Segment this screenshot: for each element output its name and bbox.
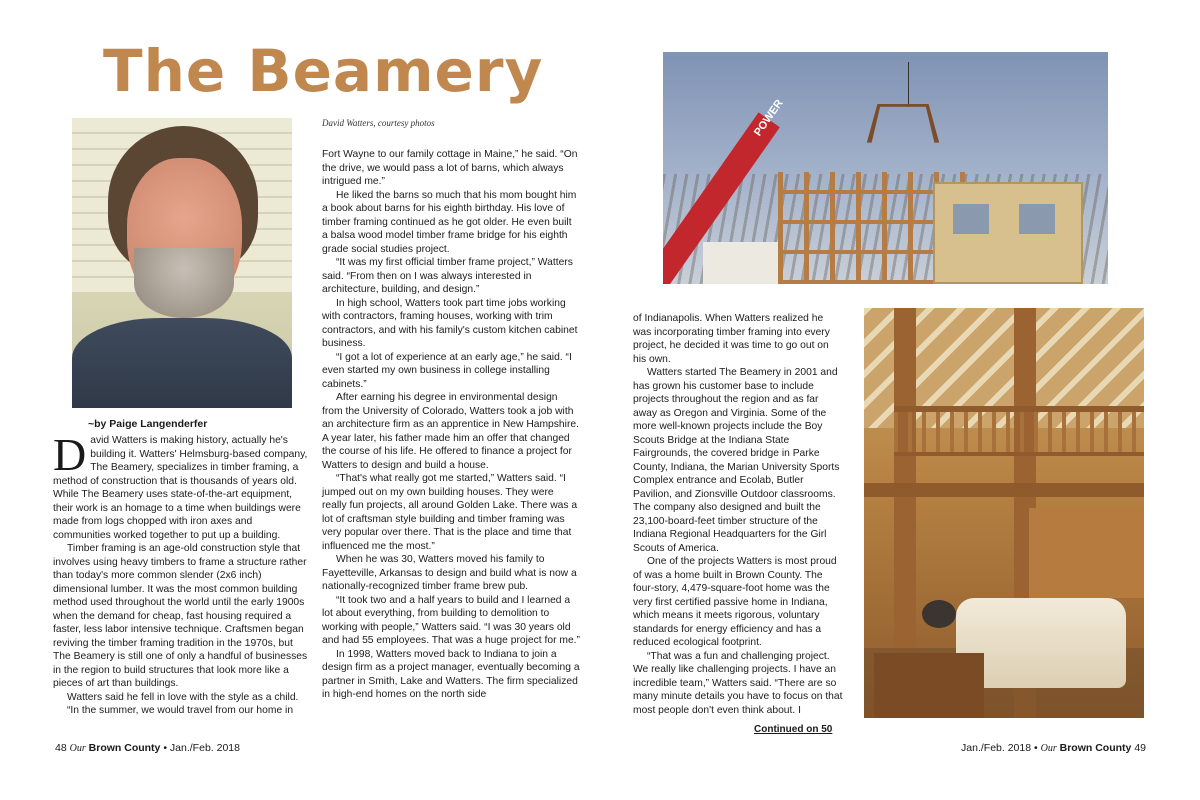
issue-date: • Jan./Feb. 2018 xyxy=(163,742,240,754)
column-2-body xyxy=(322,148,580,702)
photo-credit: David Watters, courtesy photos xyxy=(322,118,435,128)
footer-left xyxy=(55,742,240,754)
tower-window xyxy=(1019,204,1055,234)
article-paragraph: After earning his degree in environmental design from the University of Colorado, Watters took a job with an architecture firm as an apprentice in New Hampshire. A year later, his father made him an offer that changed the course of his life. He offered to finance a project for Watters to design and build a house. xyxy=(322,392,579,471)
article-paragraph: He liked the barns so much that his mom bought him a book about barns for his eighth birthday. His love of timber framing continued as he got older. He even built a balsa wood model timber frame bridge for his eighth grade social studies project. xyxy=(322,189,577,255)
crane-cable xyxy=(908,62,909,107)
drop-cap: D xyxy=(53,429,87,480)
continued-link[interactable]: Continued on 50 xyxy=(754,724,833,735)
byline: ~by Paige Langenderfer xyxy=(88,418,208,430)
photo-house xyxy=(703,242,783,284)
page-number-left: 48 xyxy=(55,742,67,754)
article-paragraph: “It took two and a half years to build and I learned a lot about everything, from building to demolition to working with people,” Watters said. “I was 30 years old and had 55 employees. That was a huge project for me.” xyxy=(322,594,580,646)
article-paragraph: “In the summer, we would travel from our home in xyxy=(67,705,294,716)
portrait-shirt xyxy=(72,318,292,408)
interior-great-room-photo xyxy=(864,308,1144,718)
article-column-1 xyxy=(53,429,310,718)
footer-right xyxy=(961,742,1146,754)
publication-name: Brown County xyxy=(88,742,161,754)
article-paragraph: Watters started The Beamery in 2001 and has grown his customer base to include projects throughout the region and as far away as Oregon and Virginia. Some of the more well-known projects include the Boy Scouts Bridge at the Indiana State Fairgrounds, the covered bridge in Parke County, Indiana, the Marian University Sports Complex entrance and Ecolab, Butler Pavilion, and Zionsville Outdoor classrooms. The company also designed and built the 23,100-board-feet timber structure of the Indiana Regional Headquarters for the Girl Scouts of America. xyxy=(633,367,840,554)
photo-tower-structure xyxy=(933,182,1083,284)
article-column-2 xyxy=(322,148,580,702)
issue-date: Jan./Feb. 2018 • xyxy=(961,742,1038,754)
article-paragraph: In 1998, Watters moved back to Indiana to join a design firm as a project manager, eventually becoming a partner in Smith, Lake and Watters. The firm specialized in high-end homes on the north side xyxy=(322,648,580,700)
article-paragraph: One of the projects Watters is most proud of was a home built in Brown County. The four-story, 4,479-square-foot home was the very first certified passive home in Indiana, which means it meets rigorous, voluntary standards for energy efficiency and has a reduced ecological footprint. xyxy=(633,556,837,648)
column-1-body xyxy=(53,429,310,718)
article-paragraph: avid Watters is making history, actually he's building it. Watters' Helmsburg-based company, The Beamery, specializes in timber framing, a method of construction that is thousands of years old. While The Beamery uses state-of-the-art equipment, their work is an homage to a time when buildings were made from logs chopped with iron axes and communities worked together to put up a building. xyxy=(53,435,308,541)
article-paragraph: “That was a fun and challenging project. We really like challenging projects. I have an incredible team,” Watters said. “There are so many minute details you have to focus on that most people don't even think about. I xyxy=(633,650,843,716)
article-paragraph: of Indianapolis. When Watters realized he was incorporating timber framing into every project, he decided it was time to go out on his own. xyxy=(633,313,830,365)
publication-our: Our xyxy=(1040,743,1057,754)
photo-dog xyxy=(922,600,956,628)
portrait-photo xyxy=(72,118,292,408)
article-paragraph: In high school, Watters took part time jobs working with contractors, framing houses, working with trim contractors, and with his family's custom kitchen cabinet business. xyxy=(322,297,578,349)
photo-coffee-table xyxy=(874,653,984,718)
publication-our: Our xyxy=(69,743,86,754)
article-paragraph: “That's what really got me started,” Watters said. “I jumped out on my own building houses. They were really fun projects, all around Golden Lake. There was a lot of craftsman style building and timber framing was very popular over there. That is the place and time that influenced me the most.” xyxy=(322,473,578,552)
photo-beam xyxy=(864,483,1144,497)
article-paragraph: “I got a lot of experience at an early age,” he said. “I even started my own business in college installing cabinets.” xyxy=(322,351,572,390)
tower-window xyxy=(953,204,989,234)
article-column-3 xyxy=(633,312,843,717)
photo-kitchen xyxy=(1029,508,1144,598)
article-paragraph: Timber framing is an age-old construction style that involves using heavy timbers to frame a structure rather than today's more common slender (2x6 inch) dimensional lumber. It was the most common building method used throughout the world until the early 1900s when the demand for cheap, fast housing required a faster, less labor intensive technique. Craftsmen began reviving the timber framing tradition in the 1970s, but The Beamery is still one of only a handful of businesses in the region to build structures that look more like a pieces of art than buildings. xyxy=(53,543,308,689)
page-number-right: 49 xyxy=(1134,742,1146,754)
crane-timber-frame-photo xyxy=(663,52,1108,284)
article-paragraph: Watters said he fell in love with the style as a child. xyxy=(67,691,299,703)
column-3-body xyxy=(633,312,843,717)
crane-label: POWER xyxy=(751,97,786,139)
article-paragraph: When he was 30, Watters moved his family to Fayetteville, Arkansas to design and build what is now a nationally-recognized timber frame brew pub. xyxy=(322,554,577,592)
article-title: The Beamery xyxy=(103,37,544,105)
photo-loft-railing xyxy=(894,406,1144,456)
article-paragraph: “It was my first official timber frame project,” Watters said. “From then on I was always interested in architecture, building, and design.” xyxy=(322,257,573,295)
roof-truss-lift xyxy=(867,104,939,143)
publication-name: Brown County xyxy=(1059,742,1132,754)
article-paragraph: Fort Wayne to our family cottage in Maine,” he said. “On the drive, we would pass a lot of barns, which always intrigued me.” xyxy=(322,149,578,187)
portrait-beard xyxy=(134,248,234,318)
